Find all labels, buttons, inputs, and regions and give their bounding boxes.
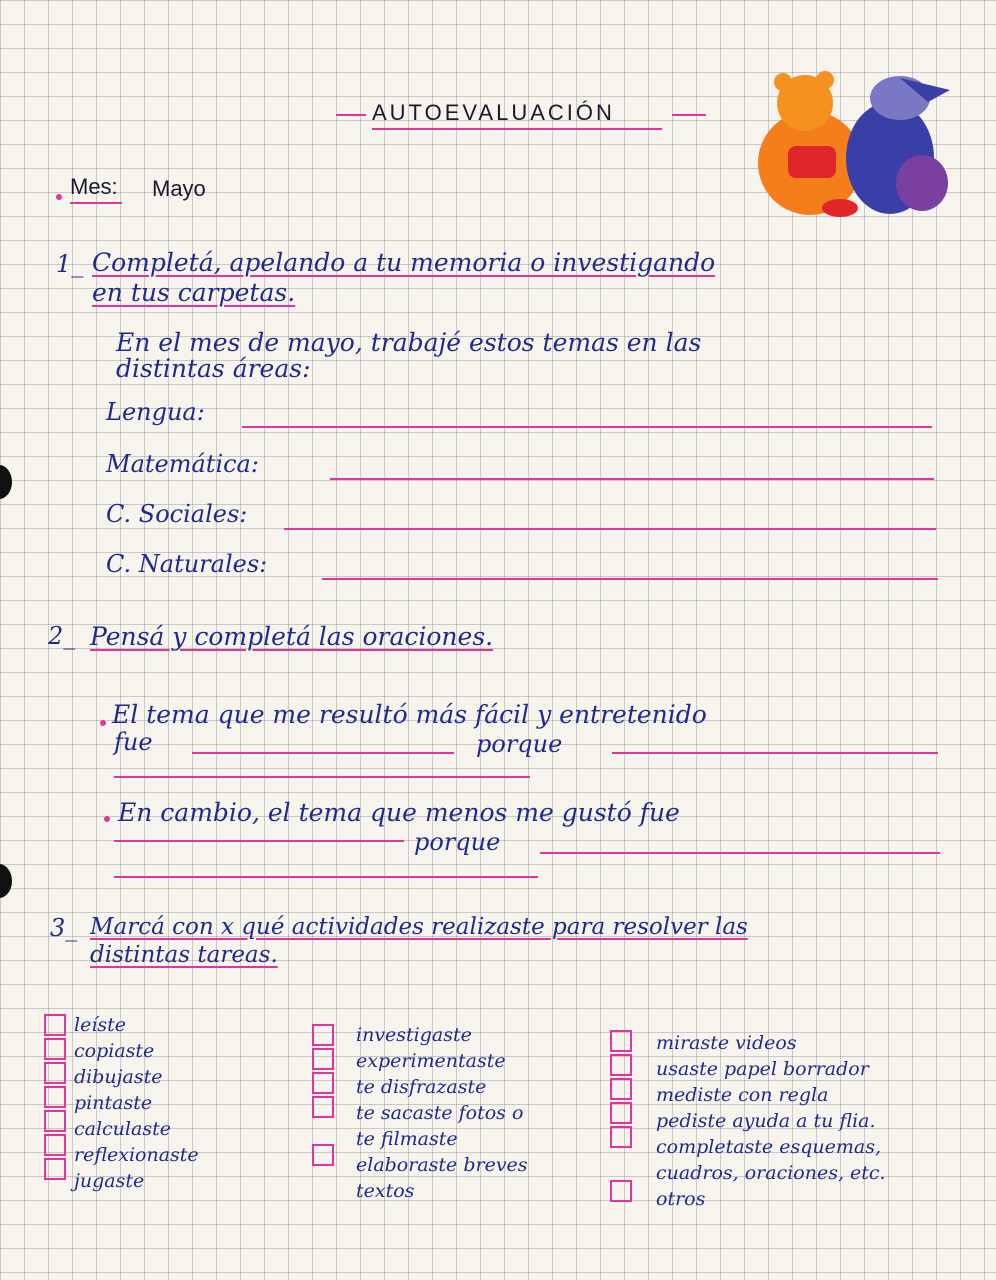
page-title: AUTOEVALUACIÓN [372, 100, 615, 125]
q2-fue-answer-line[interactable] [114, 840, 404, 842]
section3-instruction-line1: Marcá con x qué actividades realizaste para resolver las [90, 914, 748, 940]
month-value: Mayo [152, 176, 206, 201]
area-naturales-label: C. Naturales: [106, 550, 268, 578]
activity-mediste-con-regla: mediste con regla [656, 1084, 829, 1106]
title-underline [372, 128, 662, 130]
activity-pediste-ayuda: pediste ayuda a tu flia. [656, 1110, 876, 1132]
checkbox-elaboraste-textos[interactable] [312, 1144, 334, 1166]
section1-number: 1_ [56, 250, 84, 278]
checkbox-copiaste[interactable] [44, 1038, 66, 1060]
q1-porque-answer-line[interactable] [612, 752, 938, 754]
month-label: Mes: [70, 174, 118, 199]
checkbox-jugaste[interactable] [44, 1158, 66, 1180]
activity-te-sacaste-fotos: te sacaste fotos o [356, 1102, 524, 1124]
checkbox-te-sacaste-fotos[interactable] [312, 1096, 334, 1118]
checkbox-dibujaste[interactable] [44, 1062, 66, 1084]
checkbox-leiste[interactable] [44, 1014, 66, 1036]
section1-instruction-line2: en tus carpetas. [92, 278, 296, 307]
section1-instruction-line1: Completá, apelando a tu memoria o investigando [92, 248, 716, 277]
checkbox-completaste-esquemas[interactable] [610, 1126, 632, 1148]
q2-answer-line-2[interactable] [114, 876, 538, 878]
section1-prompt-line2: distintas áreas: [116, 354, 311, 383]
area-matematica-answer-line[interactable] [330, 478, 934, 480]
activity-reflexionaste: reflexionaste [74, 1144, 199, 1166]
checkbox-miraste-videos[interactable] [610, 1030, 632, 1052]
title-dash-right [672, 114, 706, 116]
activity-textos: textos [356, 1180, 415, 1202]
area-lengua-label: Lengua: [106, 398, 205, 426]
activity-te-disfrazaste: te disfrazaste [356, 1076, 487, 1098]
activity-usaste-papel-borrador: usaste papel borrador [656, 1058, 869, 1080]
activity-te-filmaste: te filmaste [356, 1128, 458, 1150]
checkbox-pintaste[interactable] [44, 1086, 66, 1108]
area-sociales-label: C. Sociales: [106, 500, 248, 528]
q1-line1: El tema que me resultó más fácil y entretenido [112, 700, 707, 729]
activity-leiste: leíste [74, 1014, 127, 1036]
month-label-underline [70, 202, 122, 204]
section2-number: 2_ [48, 622, 76, 650]
activity-copiaste: copiaste [74, 1040, 155, 1062]
area-sociales-answer-line[interactable] [284, 528, 936, 530]
section2-instruction: Pensá y completá las oraciones. [90, 622, 494, 651]
q1-answer-line-2[interactable] [114, 776, 530, 778]
activity-jugaste: jugaste [74, 1170, 145, 1192]
activity-investigaste: investigaste [356, 1024, 472, 1046]
title-dash-left [336, 114, 366, 116]
activities-column-1 [74, 1012, 199, 1194]
q1-fue: fue [114, 728, 153, 756]
activity-elaboraste-breves: elaboraste breves [356, 1154, 528, 1176]
activities-column-2 [356, 1022, 528, 1204]
area-naturales-answer-line[interactable] [322, 578, 938, 580]
q2-porque: porque [414, 828, 501, 856]
q2-line1: En cambio, el tema que menos me gustó fue [118, 798, 680, 827]
area-matematica-label: Matemática: [106, 450, 259, 478]
checkbox-investigaste[interactable] [312, 1024, 334, 1046]
activity-experimentaste: experimentaste [356, 1050, 506, 1072]
checkbox-te-disfrazaste[interactable] [312, 1072, 334, 1094]
activity-cuadros-oraciones: cuadros, oraciones, etc. [656, 1162, 886, 1184]
checkbox-calculaste[interactable] [44, 1110, 66, 1132]
activity-miraste-videos: miraste videos [656, 1032, 797, 1054]
checkbox-usaste-papel-borrador[interactable] [610, 1054, 632, 1076]
checkbox-reflexionaste[interactable] [44, 1134, 66, 1156]
section3-number: 3_ [50, 914, 78, 942]
checkbox-pediste-ayuda[interactable] [610, 1102, 632, 1124]
winnie-pooh-eeyore-sticker [750, 68, 960, 220]
binder-hole-bottom [0, 864, 12, 898]
section3-instruction-line2: distintas tareas. [90, 942, 278, 968]
activity-calculaste: calculaste [74, 1118, 171, 1140]
section1-prompt-line1: En el mes de mayo, trabajé estos temas en las [116, 328, 702, 357]
activities-column-3 [656, 1030, 886, 1212]
q1-bullet [100, 720, 106, 726]
q1-fue-answer-line[interactable] [192, 752, 454, 754]
activity-otros: otros [656, 1188, 706, 1210]
checkbox-experimentaste[interactable] [312, 1048, 334, 1070]
checkbox-otros[interactable] [610, 1180, 632, 1202]
q1-porque: porque [476, 730, 563, 758]
activity-pintaste: pintaste [74, 1092, 153, 1114]
q2-bullet [104, 816, 110, 822]
activity-dibujaste: dibujaste [74, 1066, 163, 1088]
binder-hole-top [0, 465, 12, 499]
activity-completaste-esquemas: completaste esquemas, [656, 1136, 881, 1158]
month-bullet [56, 194, 62, 200]
area-lengua-answer-line[interactable] [242, 426, 932, 428]
checkbox-mediste-con-regla[interactable] [610, 1078, 632, 1100]
q2-porque-answer-line[interactable] [540, 852, 940, 854]
